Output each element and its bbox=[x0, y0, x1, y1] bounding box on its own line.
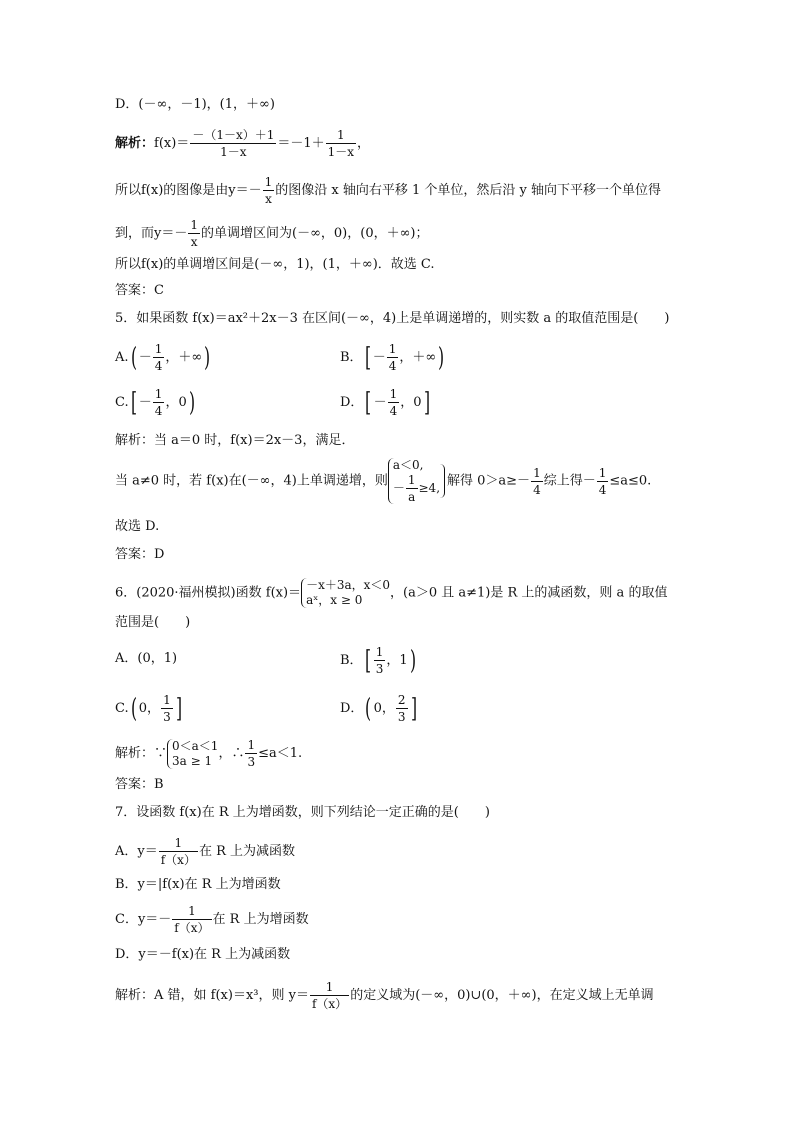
q5-option-a: A.( － $\frac{1}{4}$ ，＋∞) bbox=[115, 342, 211, 373]
left-bracket: [ bbox=[130, 387, 137, 418]
denominator: f（x） bbox=[160, 853, 196, 867]
system-brace bbox=[388, 458, 440, 504]
numerator: 1 bbox=[247, 738, 256, 752]
numerator: 1 bbox=[154, 342, 163, 356]
text: 在 R 上为增函数 bbox=[212, 912, 309, 927]
q5-solution-line3: 故选 D. bbox=[115, 519, 160, 534]
q5-stem: 5．如果函数 f(x)＝ax²＋2x－3 在区间(－∞，4)上是单调递增的，则实数 a 的取值范围是( ) bbox=[115, 311, 670, 326]
fraction bbox=[310, 980, 349, 1011]
q7-option-a bbox=[115, 836, 295, 867]
numerator: 1 bbox=[264, 175, 273, 189]
system-row: 3a ≥ 1 bbox=[172, 753, 213, 768]
denominator: 3 bbox=[397, 710, 406, 724]
q4-answer: 答案：C bbox=[115, 283, 164, 298]
fraction bbox=[172, 904, 211, 935]
text: 所以f(x)的图像是由y＝－ bbox=[115, 183, 262, 198]
denominator: 3 bbox=[375, 662, 384, 676]
numerator: 1 bbox=[326, 128, 356, 144]
numerator: 1 bbox=[388, 342, 397, 356]
q4-option-d: D．(－∞，－1)，(1，＋∞) bbox=[115, 97, 275, 112]
option-letter: B． bbox=[340, 350, 363, 365]
system-row: 0＜a＜1 bbox=[172, 738, 219, 753]
fraction bbox=[263, 175, 275, 206]
text: 到，而y＝－ bbox=[115, 226, 188, 241]
text: 解析：A 错，如 f(x)＝x³，则 y＝ bbox=[115, 988, 309, 1003]
numerator: 2 bbox=[397, 693, 406, 707]
denominator: 4 bbox=[389, 404, 398, 418]
q6-stem-line1 bbox=[115, 578, 667, 608]
text: 0， bbox=[373, 701, 395, 716]
piecewise-brace bbox=[301, 578, 390, 608]
text: ≤a＜1. bbox=[258, 746, 303, 761]
text: 综上得－ bbox=[543, 473, 596, 489]
text: ，0 bbox=[165, 395, 187, 410]
q7-solution bbox=[115, 980, 654, 1011]
option-letter: A. bbox=[115, 350, 129, 365]
denominator: f（x） bbox=[311, 997, 348, 1011]
fraction bbox=[153, 342, 165, 373]
text: ＝－1＋ bbox=[277, 136, 325, 151]
denominator: 4 bbox=[388, 359, 397, 373]
q6-option-a: A．(0，1) bbox=[115, 651, 178, 666]
denominator: 3 bbox=[163, 710, 171, 724]
fraction bbox=[326, 128, 356, 159]
text: ，∴ bbox=[218, 746, 245, 761]
q7-option-c bbox=[115, 904, 309, 935]
right-paren: ) bbox=[409, 645, 416, 676]
piecewise-row: aˣ，x ≥ 0 bbox=[306, 593, 363, 607]
fraction bbox=[387, 342, 399, 373]
text: ，＋∞ bbox=[165, 350, 203, 365]
fraction bbox=[190, 128, 276, 159]
text: ，(a＞0 且 a≠1)是 R 上的减函数，则 a 的取值 bbox=[390, 585, 668, 601]
right-paren: ) bbox=[188, 387, 195, 418]
q4-solution-line3 bbox=[115, 218, 429, 249]
denominator: 4 bbox=[154, 359, 163, 373]
q5-option-b: B．[ － $\frac{1}{4}$ ，＋∞) bbox=[340, 342, 445, 373]
option-letter: D． bbox=[340, 701, 364, 716]
q5-option-c: C.[ － $\frac{1}{4}$ ，0) bbox=[115, 387, 195, 418]
numerator: 1 bbox=[407, 473, 416, 487]
q5-solution-line2 bbox=[115, 458, 651, 504]
system-brace-right bbox=[440, 464, 445, 498]
q7-stem: 7．设函数 f(x)在 R 上为增函数，则下列结论一定正确的是( ) bbox=[115, 805, 490, 820]
fraction bbox=[396, 693, 408, 724]
text: ，＋∞ bbox=[399, 350, 437, 365]
option-letter: A．y＝ bbox=[115, 844, 158, 859]
text: 在 R 上为减函数 bbox=[198, 844, 296, 859]
q5-option-d: D．[ － $\frac{1}{4}$ ，0] bbox=[340, 387, 430, 418]
system-row: a＜0, bbox=[392, 458, 424, 472]
numerator: 1 bbox=[190, 218, 198, 232]
numerator: 1 bbox=[389, 387, 398, 401]
numerator: 1 bbox=[154, 387, 163, 401]
denominator: x bbox=[265, 192, 272, 206]
right-bracket: ] bbox=[175, 693, 182, 724]
q7-option-d: D．y＝－f(x)在 R 上为减函数 bbox=[115, 947, 291, 962]
text: 解析：∵ bbox=[115, 746, 168, 761]
text: ， bbox=[357, 136, 371, 151]
q7-option-b: B．y＝|f(x)在 R 上为增函数 bbox=[115, 877, 281, 892]
q4-solution-line1 bbox=[115, 128, 370, 159]
text: 0， bbox=[138, 701, 161, 716]
text: ，1 bbox=[386, 653, 408, 668]
numerator: 1 bbox=[310, 980, 349, 996]
right-paren: ) bbox=[204, 342, 211, 373]
numerator: 1 bbox=[172, 904, 211, 920]
fraction bbox=[188, 218, 200, 249]
left-paren: ( bbox=[130, 693, 137, 724]
q4-solution-line2 bbox=[115, 175, 661, 206]
fraction bbox=[406, 473, 418, 504]
left-bracket: [ bbox=[365, 387, 372, 418]
denominator: 1－x bbox=[327, 145, 355, 159]
text: 的定义域为(－∞，0)∪(0，＋∞)，在定义域上无单调 bbox=[350, 988, 654, 1003]
left-bracket: [ bbox=[364, 342, 371, 373]
denominator: 4 bbox=[598, 482, 607, 497]
text: － bbox=[392, 481, 405, 495]
numerator: 1 bbox=[598, 465, 607, 480]
left-paren: ( bbox=[130, 342, 137, 373]
text: 的图像沿 x 轴向右平移 1 个单位，然后沿 y 轴向下平移一个单位得 bbox=[275, 183, 662, 198]
system-brace bbox=[167, 739, 218, 769]
left-paren: ( bbox=[365, 693, 372, 724]
text: 解得 0＞a≥－ bbox=[447, 473, 531, 489]
right-paren: ) bbox=[438, 342, 445, 373]
numerator: 1 bbox=[163, 693, 171, 707]
option-letter: B． bbox=[340, 653, 363, 668]
option-letter: D． bbox=[340, 395, 364, 410]
text: ≥4, bbox=[418, 481, 441, 495]
right-bracket: ] bbox=[410, 693, 417, 724]
text: ，0 bbox=[400, 395, 422, 410]
numerator: －（1－x）＋1 bbox=[192, 128, 275, 142]
denominator: 3 bbox=[247, 755, 256, 769]
text: ≤a≤0. bbox=[609, 473, 652, 489]
fraction bbox=[388, 387, 400, 418]
option-letter: C. bbox=[115, 701, 129, 716]
denominator: 4 bbox=[533, 482, 541, 497]
left-bracket: [ bbox=[364, 645, 371, 676]
fraction bbox=[597, 466, 609, 497]
q6-option-b bbox=[340, 645, 418, 676]
solution-label: 解析： bbox=[115, 136, 155, 151]
q6-option-c bbox=[115, 693, 184, 724]
numerator: 1 bbox=[159, 836, 198, 852]
q6-option-d bbox=[340, 693, 419, 724]
q6-answer: 答案：B bbox=[115, 777, 164, 792]
q5-solution-line1: 解析：当 a＝0 时，f(x)＝2x－3，满足． bbox=[115, 433, 355, 448]
fraction bbox=[161, 693, 173, 724]
denominator: 4 bbox=[154, 404, 163, 418]
system-row bbox=[393, 473, 440, 504]
denominator: x bbox=[190, 235, 198, 249]
fraction bbox=[374, 645, 386, 676]
right-bracket: ] bbox=[423, 387, 430, 418]
fraction bbox=[531, 466, 543, 497]
fraction bbox=[153, 387, 165, 418]
numerator: 1 bbox=[533, 465, 541, 480]
fraction bbox=[159, 836, 198, 867]
text: 6．(2020·福州模拟)函数 f(x)＝ bbox=[115, 585, 302, 601]
fraction bbox=[245, 738, 257, 769]
q4-solution-line4: 所以f(x)的单调增区间是(－∞，1)，(1，＋∞)．故选 C. bbox=[115, 257, 435, 272]
q6-solution bbox=[115, 738, 302, 769]
denominator: f（x） bbox=[174, 921, 210, 935]
text: f(x)＝ bbox=[154, 136, 190, 151]
option-letter: C. bbox=[115, 395, 129, 410]
denominator: a bbox=[408, 490, 416, 504]
piecewise-row: －x＋3a，x＜0 bbox=[306, 578, 391, 592]
q5-answer: 答案：D bbox=[115, 547, 165, 562]
text: 当 a≠0 时，若 f(x)在(－∞，4)上单调递增，则 bbox=[115, 473, 388, 489]
denominator: 1－x bbox=[220, 145, 247, 159]
text: 的单调增区间为(－∞，0)，(0，＋∞)； bbox=[201, 226, 429, 241]
q6-stem-line2: 范围是( ) bbox=[115, 615, 191, 630]
numerator: 1 bbox=[375, 645, 384, 659]
option-letter: C．y＝－ bbox=[115, 912, 172, 927]
